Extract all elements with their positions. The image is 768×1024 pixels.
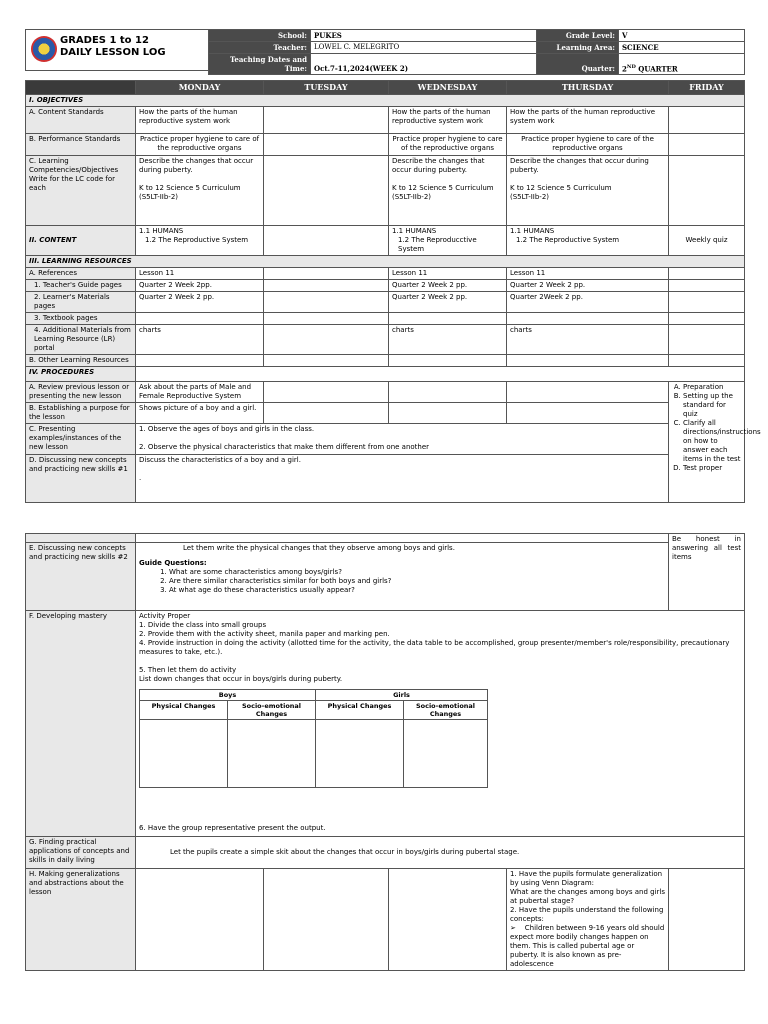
comp-wed-curr: K to 12 Science 5 Curriculum: [392, 184, 494, 192]
lm-friday: [669, 292, 745, 313]
activity-step-6: 6. Have the group representative present the output.: [139, 824, 326, 832]
tb-wednesday: [389, 313, 507, 325]
general-monday: [136, 869, 264, 971]
procedures-heading: IV. PROCEDURES: [26, 367, 136, 382]
review-label: A. Review previous lesson or presenting the new lesson: [26, 382, 136, 403]
girls-socio-header: Socio-emotional Changes: [404, 701, 488, 720]
other-label: B. Other Learning Resources: [26, 355, 136, 367]
comp-tuesday: [264, 156, 389, 226]
procedures-blank: [136, 367, 745, 382]
ps-thursday: Practice proper hygiene to care of the reproductive organs: [507, 134, 669, 156]
fri-list-item: D. Test proper: [683, 464, 741, 473]
purpose-wednesday: [389, 403, 507, 424]
mastery-label: F. Developing mastery: [26, 611, 136, 837]
content-monday: [136, 226, 264, 256]
content-thursday: [507, 226, 669, 256]
addl-wednesday: charts: [389, 325, 507, 355]
review-thursday: [507, 382, 669, 403]
day-friday: FRIDAY: [669, 81, 745, 95]
tb-label: 3. Textbook pages: [26, 313, 136, 325]
tb-friday: [669, 313, 745, 325]
comp-mon-desc: Describe the changes that occur during puberty.: [139, 157, 254, 174]
review-wednesday: [389, 382, 507, 403]
comp-wed-code: (S5LT-IIb-2): [392, 193, 432, 201]
dates-value: Oct.7-11,2024(WEEK 2): [311, 54, 537, 75]
comp-mon-code: (S5LT-IIb-2): [139, 193, 179, 201]
comp-thu-curr: K to 12 Science 5 Curriculum: [510, 184, 612, 192]
grade-value: V: [619, 30, 745, 42]
addl-friday: [669, 325, 745, 355]
day-header-row: [26, 81, 745, 95]
cont-wed-2: 1.2 The Reproducctive System: [398, 236, 477, 253]
tb-thursday: [507, 313, 669, 325]
pres-1: 1. Observe the ages of boys and girls in the class.: [139, 425, 315, 433]
review-tuesday: [264, 382, 389, 403]
tg-tuesday: [264, 280, 389, 292]
area-label: Learning Area:: [537, 42, 619, 54]
area-value: SCIENCE: [619, 42, 745, 54]
teacher-label: Teacher:: [209, 42, 311, 54]
comp-wednesday: [389, 156, 507, 226]
school-label: School:: [209, 30, 311, 42]
cs-wednesday: How the parts of the human reproductive system work: [389, 107, 507, 134]
purpose-tuesday: [264, 403, 389, 424]
addl-thursday: charts: [507, 325, 669, 355]
other-wednesday: [389, 355, 507, 367]
boys-physical-header: Physical Changes: [140, 701, 228, 720]
discussing2-label: E. Discussing new concepts and practicing new skills #2: [26, 543, 136, 611]
general-wednesday: [389, 869, 507, 971]
tg-monday: Quarter 2 Week 2pp.: [136, 280, 264, 292]
comp-thursday: [507, 156, 669, 226]
tg-thursday: Quarter 2 Week 2 pp.: [507, 280, 669, 292]
discussing2-content: [136, 543, 669, 611]
changes-cell: [404, 720, 488, 788]
presenting-text: [136, 424, 669, 455]
review-monday: Ask about the parts of Male and Female Reproductive System: [136, 382, 264, 403]
purpose-thursday: [507, 403, 669, 424]
general-thursday: [507, 869, 669, 971]
dates-label: Teaching Dates and Time:: [209, 54, 311, 75]
grade-label: Grade Level:: [537, 30, 619, 42]
other-tuesday: [264, 355, 389, 367]
cs-monday: How the parts of the human reproductive system work: [136, 107, 264, 134]
practical-label: G. Finding practical applications of concepts and skills in daily living: [26, 837, 136, 869]
general-tuesday: [264, 869, 389, 971]
ps-friday: [669, 134, 745, 156]
guide-title: Guide Questions:: [139, 559, 207, 567]
activity-step-1: 1. Divide the class into small groups: [139, 621, 267, 629]
ref-wednesday: Lesson 11: [389, 268, 507, 280]
changes-cell: [140, 720, 228, 788]
gen-4-wrap: [510, 924, 665, 969]
cont-mon-2: 1.2 The Reproductive System: [145, 236, 249, 244]
title-line2: DAILY LESSON LOG: [60, 47, 166, 58]
p2-top-label: [26, 534, 136, 543]
lm-label: 2. Learner's Materials pages: [26, 292, 136, 313]
disc2-intro: Let them write the physical changes that they observe among boys and girls.: [183, 544, 455, 552]
addl-tuesday: [264, 325, 389, 355]
discussing1-text: [136, 455, 669, 503]
header-title-box: [25, 29, 211, 71]
p2-top-blank: [136, 534, 669, 543]
pres-2: 2. Observe the physical characteristics that make them different from one another: [139, 443, 430, 451]
gen-3: 2. Have the pupils understand the following concepts:: [510, 906, 664, 923]
other-thursday: [507, 355, 669, 367]
deped-seal-icon: [31, 36, 57, 62]
activity-step-2: 2. Provide them with the activity sheet, manila paper and marking pen.: [139, 630, 390, 638]
mastery-content: [136, 611, 745, 837]
activity-step-5b: List down changes that occur in boys/girls during puberty.: [139, 675, 343, 683]
purpose-monday: Shows picture of a boy and a girl.: [136, 403, 264, 424]
content-standards-label: A. Content Standards: [26, 107, 136, 134]
activity-step-5: 5. Then let them do activity: [139, 666, 237, 674]
lm-wednesday: Quarter 2 Week 2 pp.: [389, 292, 507, 313]
general-friday: [669, 869, 745, 971]
quarter-sup: ND: [626, 63, 636, 70]
general-label: H. Making generalizations and abstractions about the lesson: [26, 869, 136, 971]
purpose-label: B. Establishing a purpose for the lesson: [26, 403, 136, 424]
cs-tuesday: [264, 107, 389, 134]
content-tuesday: [264, 226, 389, 256]
tb-monday: [136, 313, 264, 325]
changes-cell: [316, 720, 404, 788]
ref-friday: [669, 268, 745, 280]
comp-thu-code: (S5LT-IIb-2): [510, 193, 550, 201]
resources-heading: III. LEARNING RESOURCES: [26, 256, 745, 268]
fri-list-item: A. Preparation: [683, 383, 741, 392]
day-monday: MONDAY: [136, 81, 264, 95]
gen-1: 1. Have the pupils formulate generalization by using Venn Diagram:: [510, 870, 663, 887]
quarter-num: 2: [622, 64, 627, 73]
other-friday: [669, 355, 745, 367]
cont-mon-1: 1.1 HUMANS: [139, 227, 184, 235]
cont-thu-2: 1.2 The Reproductive System: [516, 236, 620, 244]
lm-thursday: Quarter 2Week 2 pp.: [507, 292, 669, 313]
comp-wed-desc: Describe the changes that occur during puberty.: [392, 157, 485, 174]
guide-question: 1. What are some characteristics among boys/girls?: [169, 568, 665, 577]
discussing1-label: D. Discussing new concepts and practicing new skills #1: [26, 455, 136, 503]
lm-tuesday: [264, 292, 389, 313]
comp-thu-desc: Describe the changes that occur during puberty.: [510, 157, 649, 174]
competencies-label: C. Learning Competencies/Objectives Write for the LC code for each: [26, 156, 136, 226]
changes-cell: [228, 720, 316, 788]
fri-list-item: C. Clarify all directions/instructions on how to answer each items in the test: [683, 419, 741, 464]
other-monday: [136, 355, 264, 367]
boys-header: Boys: [140, 690, 316, 701]
tg-wednesday: Quarter 2 Week 2 pp.: [389, 280, 507, 292]
tg-friday: [669, 280, 745, 292]
fri-list-item: B. Setting up the standard for quiz: [683, 392, 741, 419]
friday-honesty-note: Be honest in answering all test items: [669, 534, 745, 611]
day-thursday: THURSDAY: [507, 81, 669, 95]
guide-question: 2. Are there similar characteristics similar for both boys and girls?: [169, 577, 665, 586]
cs-thursday: How the parts of the human reproductive system work: [507, 107, 669, 134]
boys-socio-header: Socio-emotional Changes: [228, 701, 316, 720]
activity-title: Activity Proper: [139, 612, 191, 620]
ps-tuesday: [264, 134, 389, 156]
day-wednesday: WEDNESDAY: [389, 81, 507, 95]
changes-table: [139, 689, 488, 788]
cont-thu-1: 1.1 HUMANS: [510, 227, 555, 235]
quarter-value: [619, 54, 745, 75]
school-value: PUKES: [311, 30, 537, 42]
ref-tuesday: [264, 268, 389, 280]
cont-wed-1: 1.1 HUMANS: [392, 227, 437, 235]
presenting-label: C. Presenting examples/instances of the new lesson: [26, 424, 136, 455]
lesson-log-table: [25, 80, 761, 503]
performance-label: B. Performance Standards: [26, 134, 136, 156]
content-wednesday: [389, 226, 507, 256]
references-label: A. References: [26, 268, 136, 280]
header-info-table: [208, 29, 745, 75]
comp-monday: [136, 156, 264, 226]
tg-label: 1. Teacher's Guide pages: [26, 280, 136, 292]
quarter-word: QUARTER: [635, 64, 678, 73]
corner-cell: [26, 81, 136, 95]
day-tuesday: TUESDAY: [264, 81, 389, 95]
friday-procedure-list: [669, 382, 761, 503]
guide-question: 3. At what age do these characteristics usually appear?: [169, 586, 665, 595]
objectives-heading: I. OBJECTIVES: [26, 95, 745, 107]
ref-monday: Lesson 11: [136, 268, 264, 280]
lm-monday: Quarter 2 Week 2 pp.: [136, 292, 264, 313]
addl-label: 4. Additional Materials from Learning Resource (LR) portal: [26, 325, 136, 355]
comp-friday: [669, 156, 745, 226]
comp-mon-curr: K to 12 Science 5 Curriculum: [139, 184, 241, 192]
disc1-text: Discuss the characteristics of a boy and a girl.: [139, 456, 301, 464]
ps-monday: Practice proper hygiene to care of the reproductive organs: [136, 134, 264, 156]
gen-2: What are the changes among boys and girls at pubertal stage?: [510, 888, 665, 905]
practical-text: Let the pupils create a simple skit about the changes that occur in boys/girls during pubertal stage.: [136, 837, 745, 869]
content-label: II. CONTENT: [26, 226, 136, 256]
disc1-dot: .: [139, 474, 142, 482]
content-friday: Weekly quiz: [669, 226, 745, 256]
addl-monday: charts: [136, 325, 264, 355]
ps-wednesday: Practice proper hygiene to care of the reproductive organs: [389, 134, 507, 156]
girls-physical-header: Physical Changes: [316, 701, 404, 720]
arrow-bullet-icon: ➢: [510, 924, 516, 932]
activity-step-4: 4. Provide instruction in doing the activity (allotted time for the activity, the data table to be accomplished, group presenter/member's role/responsibility, precautionary measures to take, etc.).: [139, 639, 730, 656]
quarter-label: Quarter:: [537, 54, 619, 75]
cs-friday: [669, 107, 745, 134]
lesson-log-table-page2: [25, 533, 745, 971]
tb-tuesday: [264, 313, 389, 325]
ref-thursday: Lesson 11: [507, 268, 669, 280]
teacher-value: LOWEL C. MELEGRITO: [311, 42, 537, 54]
gen-4: Children between 9-16 years old should expect more bodily changes happen on them. This is called pubertal age or puberty. It is also known as pre-adolescence: [510, 924, 665, 968]
title-line1: GRADES 1 to 12: [60, 35, 149, 46]
girls-header: Girls: [316, 690, 488, 701]
